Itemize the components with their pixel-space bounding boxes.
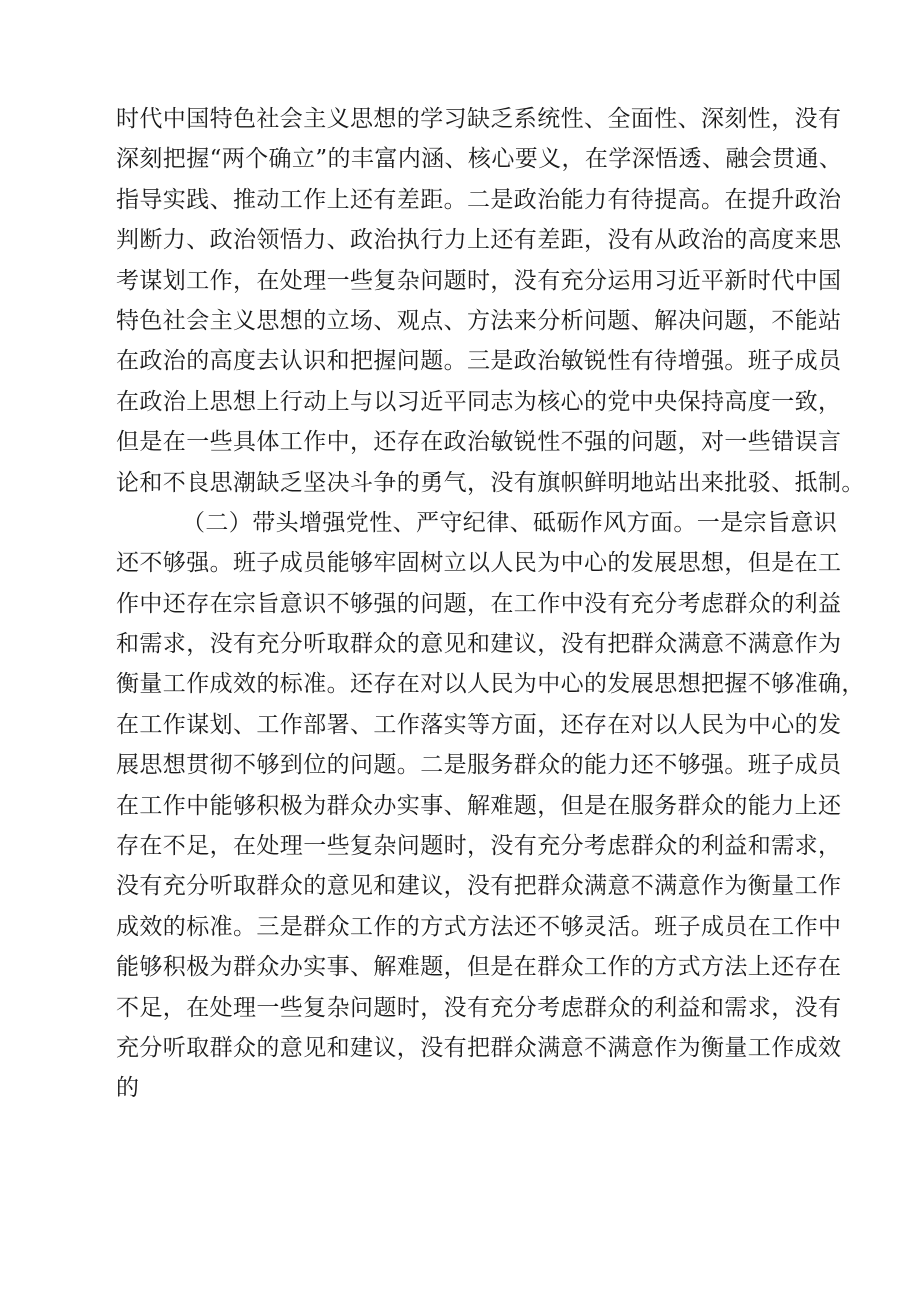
text-line: 作中还存在宗旨意识不够强的问题，在工作中没有充分考虑群众的利益 xyxy=(116,590,842,617)
text-line: 在工作中能够积极为群众办实事、解难题，但是在服务群众的能力上还 xyxy=(116,792,842,819)
text-line: 充分听取群众的意见和建议，没有把群众满意不满意作为衡量工作成效 xyxy=(116,1034,842,1061)
text-line: 判断力、政治领悟力、政治执行力上还有差距，没有从政治的高度来思 xyxy=(116,227,842,254)
text-line: 在政治上思想上行动上与以习近平同志为核心的党中央保持高度一致， xyxy=(116,388,842,415)
text-line: 考谋划工作，在处理一些复杂问题时，没有充分运用习近平新时代中国 xyxy=(116,267,842,294)
text-line: 存在不足，在处理一些复杂问题时，没有充分考虑群众的利益和需求， xyxy=(116,833,842,860)
text-line: 指导实践、推动工作上还有差距。二是政治能力有待提高。在提升政治 xyxy=(116,186,842,213)
text-line: 能够积极为群众办实事、解难题，但是在群众工作的方式方法上还存在 xyxy=(116,954,842,981)
body-text xyxy=(116,99,865,1109)
text-line: 展思想贯彻不够到位的问题。二是服务群众的能力还不够强。班子成员 xyxy=(116,752,842,779)
text-line: 但是在一些具体工作中，还存在政治敏锐性不强的问题，对一些错误言 xyxy=(116,429,842,456)
text-line: 的 xyxy=(116,1075,140,1102)
text-line: 还不够强。班子成员能够牢固树立以人民为中心的发展思想，但是在工 xyxy=(116,550,842,577)
text-line: 论和不良思潮缺乏坚决斗争的勇气，没有旗帜鲜明地站出来批驳、抵制。 xyxy=(116,469,865,496)
text-line: 在政治的高度去认识和把握问题。三是政治敏锐性有待增强。班子成员 xyxy=(116,348,842,375)
text-line: 衡量工作成效的标准。还存在对以人民为中心的发展思想把握不够准确， xyxy=(116,671,865,698)
section-heading-line: （二）带头增强党性、严守纪律、砥砺作风方面。一是宗旨意识 xyxy=(182,509,838,536)
text-line: 特色社会主义思想的立场、观点、方法来分析问题、解决问题，不能站 xyxy=(116,307,842,334)
text-line: 没有充分听取群众的意见和建议，没有把群众满意不满意作为衡量工作 xyxy=(116,873,842,900)
text-line: 和需求，没有充分听取群众的意见和建议，没有把群众满意不满意作为 xyxy=(116,631,842,658)
text-line: 深刻把握“两个确立”的丰富内涵、核心要义，在学深悟透、融会贯通、 xyxy=(116,146,843,173)
text-line: 时代中国特色社会主义思想的学习缺乏系统性、全面性、深刻性，没有 xyxy=(116,106,842,132)
text-line: 不足，在处理一些复杂问题时，没有充分考虑群众的利益和需求，没有 xyxy=(116,994,842,1021)
text-line: 在工作谋划、工作部署、工作落实等方面，还存在对以人民为中心的发 xyxy=(116,711,842,738)
text-line: 成效的标准。三是群众工作的方式方法还不够灵活。班子成员在工作中 xyxy=(116,913,842,940)
